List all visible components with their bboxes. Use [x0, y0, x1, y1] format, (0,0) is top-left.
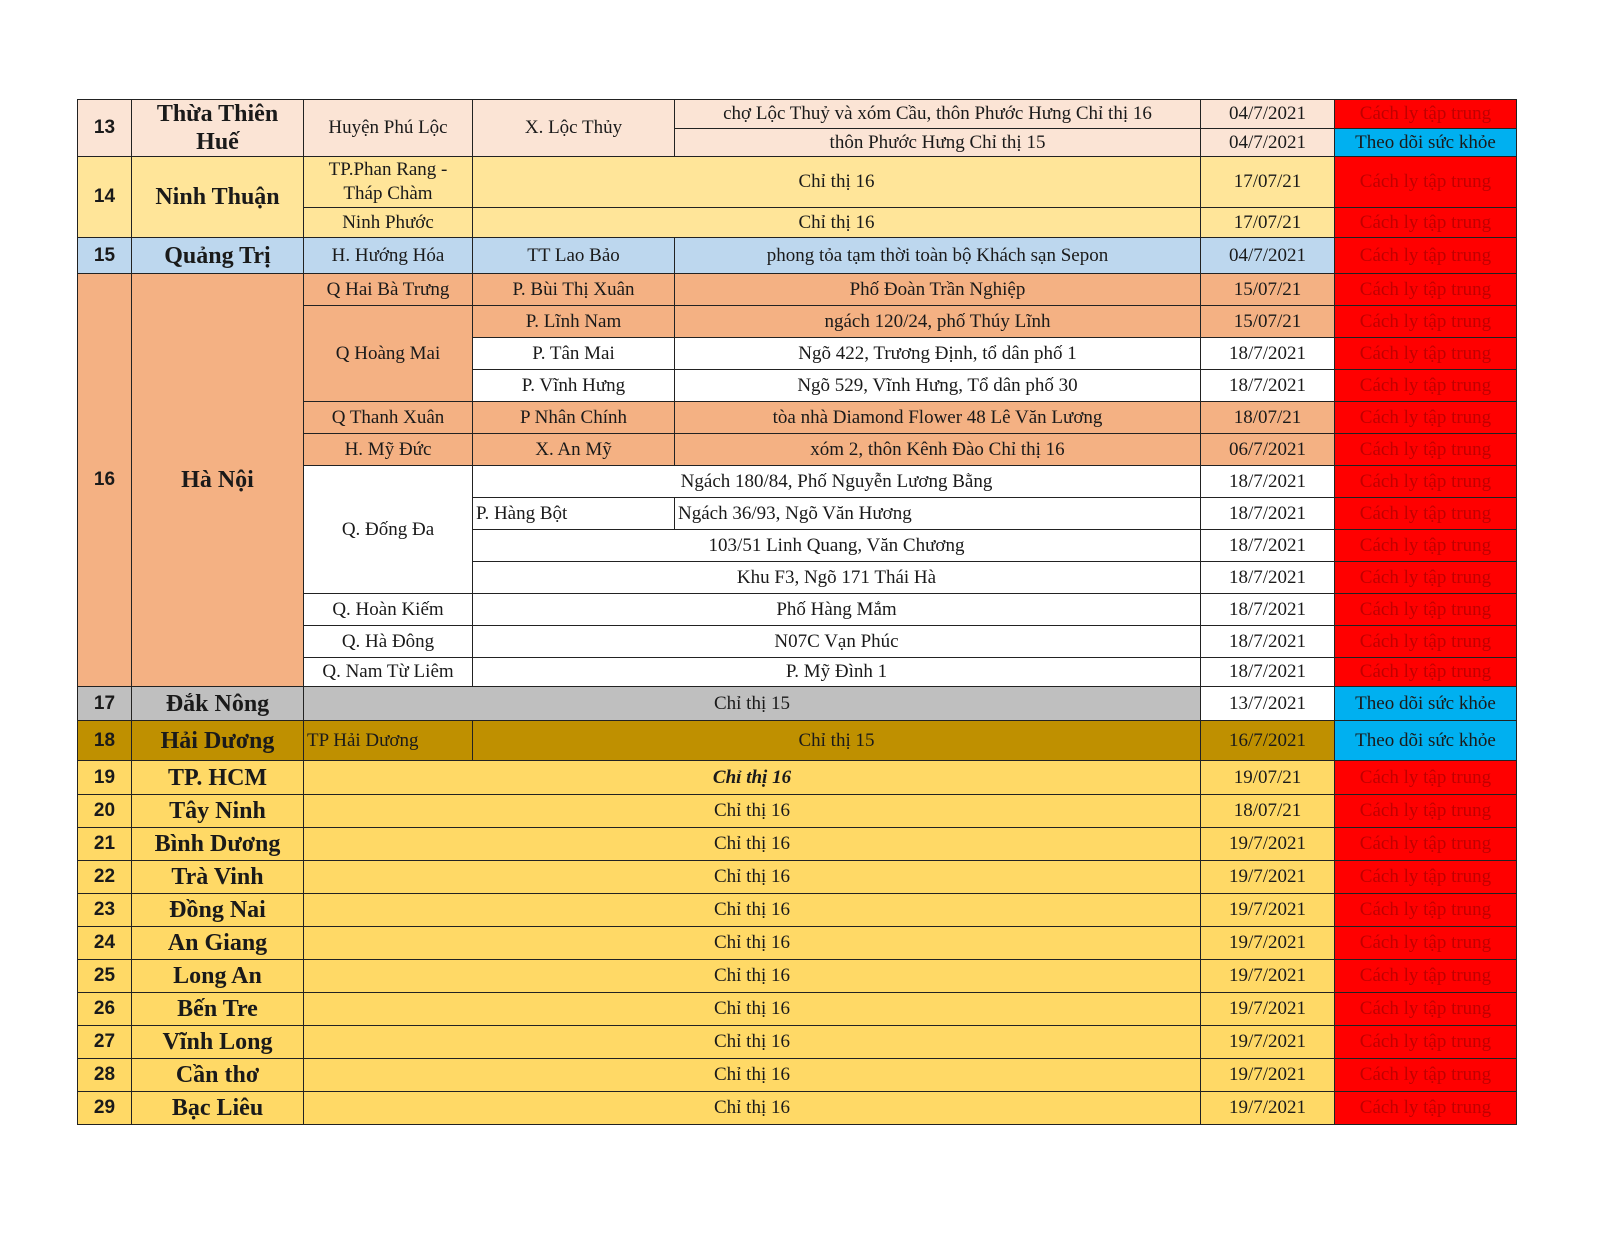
date-cell: 19/7/2021 [1201, 1092, 1335, 1125]
status-cell: Cách ly tập trung [1335, 993, 1517, 1026]
area-cell: Chỉ thị 16 [304, 993, 1201, 1026]
district-cell: Q Hoàng Mai [304, 306, 473, 402]
table-row [78, 927, 1517, 960]
district-cell: Ninh Phước [304, 208, 473, 238]
table-row [78, 274, 1517, 306]
date-cell: 06/7/2021 [1201, 434, 1335, 466]
ward-cell: X. Lộc Thủy [473, 100, 675, 157]
date-cell: 19/7/2021 [1201, 960, 1335, 993]
status-cell: Cách ly tập trung [1335, 434, 1517, 466]
ward-cell: P. Vĩnh Hưng [473, 370, 675, 402]
date-cell: 19/7/2021 [1201, 861, 1335, 894]
ward-cell: TT Lao Bảo [473, 238, 675, 274]
row-number: 16 [78, 274, 132, 687]
date-cell: 04/7/2021 [1201, 238, 1335, 274]
district-cell: TP Hải Dương [304, 721, 473, 761]
date-cell: 18/07/21 [1201, 795, 1335, 828]
table-row [78, 1092, 1517, 1125]
area-cell: P. Mỹ Đình 1 [473, 658, 1201, 687]
province-name: Hà Nội [132, 274, 304, 687]
date-cell: 17/07/21 [1201, 157, 1335, 208]
province-name: Thừa Thiên Huế [132, 100, 304, 157]
table-row [78, 1026, 1517, 1059]
ward-cell: P. Bùi Thị Xuân [473, 274, 675, 306]
row-number: 13 [78, 100, 132, 157]
district-cell: Q. Đống Đa [304, 466, 473, 594]
row-number: 14 [78, 157, 132, 238]
date-cell: 19/7/2021 [1201, 993, 1335, 1026]
row-number: 29 [78, 1092, 132, 1125]
ward-cell: P Nhân Chính [473, 402, 675, 434]
province-name: Quảng Trị [132, 238, 304, 274]
area-cell: Chỉ thị 16 [304, 894, 1201, 927]
status-cell: Cách ly tập trung [1335, 498, 1517, 530]
status-cell: Cách ly tập trung [1335, 658, 1517, 687]
area-cell: Chỉ thị 16 [304, 1026, 1201, 1059]
status-cell: Cách ly tập trung [1335, 370, 1517, 402]
date-cell: 18/07/21 [1201, 402, 1335, 434]
area-cell: Chỉ thị 15 [304, 687, 1201, 721]
status-cell: Cách ly tập trung [1335, 562, 1517, 594]
district-cell: Q. Hà Đông [304, 626, 473, 658]
province-name: Đắk Nông [132, 687, 304, 721]
province-name: An Giang [132, 927, 304, 960]
status-cell: Cách ly tập trung [1335, 861, 1517, 894]
status-cell: Theo dõi sức khỏe [1335, 129, 1517, 157]
date-cell: 15/07/21 [1201, 306, 1335, 338]
row-number: 19 [78, 761, 132, 795]
area-cell: N07C Vạn Phúc [473, 626, 1201, 658]
row-number: 18 [78, 721, 132, 761]
date-cell: 18/7/2021 [1201, 658, 1335, 687]
status-cell: Cách ly tập trung [1335, 960, 1517, 993]
ward-cell: P. Tân Mai [473, 338, 675, 370]
date-cell: 18/7/2021 [1201, 594, 1335, 626]
district-cell: TP.Phan Rang - Tháp Chàm [304, 157, 473, 208]
district-cell: Q Thanh Xuân [304, 402, 473, 434]
province-name: Cần thơ [132, 1059, 304, 1092]
district-cell: H. Mỹ Đức [304, 434, 473, 466]
area-cell: Ngách 36/93, Ngõ Văn Hương [675, 498, 1201, 530]
province-name: TP. HCM [132, 761, 304, 795]
row-number: 21 [78, 828, 132, 861]
area-cell: Khu F3, Ngõ 171 Thái Hà [473, 562, 1201, 594]
table-row [78, 157, 1517, 208]
district-cell: Q. Nam Từ Liêm [304, 658, 473, 687]
row-number: 20 [78, 795, 132, 828]
area-cell: chợ Lộc Thuỷ và xóm Cầu, thôn Phước Hưng Chỉ thị 16 [675, 100, 1201, 129]
district-cell: H. Hướng Hóa [304, 238, 473, 274]
province-name: Hải Dương [132, 721, 304, 761]
status-cell: Cách ly tập trung [1335, 274, 1517, 306]
date-cell: 18/7/2021 [1201, 626, 1335, 658]
area-cell: Chỉ thị 16 [304, 761, 1201, 795]
area-cell: Chỉ thị 16 [304, 861, 1201, 894]
status-cell: Theo dõi sức khỏe [1335, 721, 1517, 761]
province-name: Đồng Nai [132, 894, 304, 927]
row-number: 23 [78, 894, 132, 927]
ward-cell: P. Lĩnh Nam [473, 306, 675, 338]
date-cell: 19/7/2021 [1201, 927, 1335, 960]
status-cell: Cách ly tập trung [1335, 338, 1517, 370]
table-row [78, 1059, 1517, 1092]
status-cell: Theo dõi sức khỏe [1335, 687, 1517, 721]
table-row [78, 861, 1517, 894]
status-cell: Cách ly tập trung [1335, 761, 1517, 795]
area-cell: Chỉ thị 16 [304, 828, 1201, 861]
date-cell: 19/7/2021 [1201, 1026, 1335, 1059]
area-cell: Chỉ thị 16 [473, 157, 1201, 208]
row-number: 27 [78, 1026, 132, 1059]
row-number: 24 [78, 927, 132, 960]
area-cell: Phố Đoàn Trần Nghiệp [675, 274, 1201, 306]
province-name: Ninh Thuận [132, 157, 304, 238]
area-cell: Chỉ thị 16 [304, 1092, 1201, 1125]
area-cell: thôn Phước Hưng Chỉ thị 15 [675, 129, 1201, 157]
area-cell: phong tỏa tạm thời toàn bộ Khách sạn Sepon [675, 238, 1201, 274]
area-cell: Chỉ thị 16 [304, 927, 1201, 960]
status-cell: Cách ly tập trung [1335, 594, 1517, 626]
status-cell: Cách ly tập trung [1335, 530, 1517, 562]
row-number: 22 [78, 861, 132, 894]
date-cell: 18/7/2021 [1201, 530, 1335, 562]
province-name: Vĩnh Long [132, 1026, 304, 1059]
table-row [78, 993, 1517, 1026]
row-number: 26 [78, 993, 132, 1026]
date-cell: 15/07/21 [1201, 274, 1335, 306]
area-cell: Chỉ thị 16 [304, 960, 1201, 993]
status-cell: Cách ly tập trung [1335, 626, 1517, 658]
ward-cell: X. An Mỹ [473, 434, 675, 466]
status-cell: Cách ly tập trung [1335, 208, 1517, 238]
province-name: Long An [132, 960, 304, 993]
status-cell: Cách ly tập trung [1335, 1026, 1517, 1059]
date-cell: 13/7/2021 [1201, 687, 1335, 721]
status-cell: Cách ly tập trung [1335, 894, 1517, 927]
district-cell: Q. Hoàn Kiếm [304, 594, 473, 626]
district-cell: Huyện Phú Lộc [304, 100, 473, 157]
province-name: Bạc Liêu [132, 1092, 304, 1125]
date-cell: 16/7/2021 [1201, 721, 1335, 761]
date-cell: 19/7/2021 [1201, 828, 1335, 861]
status-cell: Cách ly tập trung [1335, 828, 1517, 861]
date-cell: 19/7/2021 [1201, 894, 1335, 927]
status-cell: Cách ly tập trung [1335, 402, 1517, 434]
date-cell: 04/7/2021 [1201, 100, 1335, 129]
province-name: Bình Dương [132, 828, 304, 861]
row-number: 28 [78, 1059, 132, 1092]
area-cell: xóm 2, thôn Kênh Đào Chỉ thị 16 [675, 434, 1201, 466]
table-row [78, 238, 1517, 274]
ward-cell: P. Hàng Bột [473, 498, 675, 530]
area-cell: 103/51 Linh Quang, Văn Chương [473, 530, 1201, 562]
area-cell: Ngách 180/84, Phố Nguyễn Lương Bằng [473, 466, 1201, 498]
row-number: 15 [78, 238, 132, 274]
table-row [78, 761, 1517, 795]
status-cell: Cách ly tập trung [1335, 927, 1517, 960]
date-cell: 04/7/2021 [1201, 129, 1335, 157]
area-cell: Chỉ thị 16 [304, 1059, 1201, 1092]
date-cell: 18/7/2021 [1201, 338, 1335, 370]
row-number: 25 [78, 960, 132, 993]
status-cell: Cách ly tập trung [1335, 306, 1517, 338]
status-cell: Cách ly tập trung [1335, 1092, 1517, 1125]
table-row [78, 795, 1517, 828]
area-cell: Chỉ thị 16 [304, 795, 1201, 828]
date-cell: 17/07/21 [1201, 208, 1335, 238]
table-row [78, 687, 1517, 721]
status-cell: Cách ly tập trung [1335, 795, 1517, 828]
area-cell: Ngõ 422, Trương Định, tổ dân phố 1 [675, 338, 1201, 370]
table-row [78, 828, 1517, 861]
table-row [78, 894, 1517, 927]
area-cell: Ngõ 529, Vĩnh Hưng, Tổ dân phố 30 [675, 370, 1201, 402]
table-row [78, 721, 1517, 761]
status-cell: Cách ly tập trung [1335, 466, 1517, 498]
status-cell: Cách ly tập trung [1335, 157, 1517, 208]
status-cell: Cách ly tập trung [1335, 100, 1517, 129]
area-cell: Chỉ thị 16 [473, 208, 1201, 238]
area-cell: Phố Hàng Mắm [473, 594, 1201, 626]
province-name: Bến Tre [132, 993, 304, 1026]
area-cell: Chỉ thị 15 [473, 721, 1201, 761]
province-name: Trà Vinh [132, 861, 304, 894]
status-cell: Cách ly tập trung [1335, 1059, 1517, 1092]
table-row [78, 960, 1517, 993]
status-cell: Cách ly tập trung [1335, 238, 1517, 274]
province-name: Tây Ninh [132, 795, 304, 828]
date-cell: 18/7/2021 [1201, 498, 1335, 530]
area-cell: ngách 120/24, phố Thúy Lĩnh [675, 306, 1201, 338]
date-cell: 19/07/21 [1201, 761, 1335, 795]
district-cell: Q Hai Bà Trưng [304, 274, 473, 306]
area-cell: tòa nhà Diamond Flower 48 Lê Văn Lương [675, 402, 1201, 434]
date-cell: 18/7/2021 [1201, 562, 1335, 594]
table-row [78, 100, 1517, 129]
date-cell: 18/7/2021 [1201, 466, 1335, 498]
lockdown-table [77, 99, 1517, 1125]
date-cell: 18/7/2021 [1201, 370, 1335, 402]
date-cell: 19/7/2021 [1201, 1059, 1335, 1092]
row-number: 17 [78, 687, 132, 721]
